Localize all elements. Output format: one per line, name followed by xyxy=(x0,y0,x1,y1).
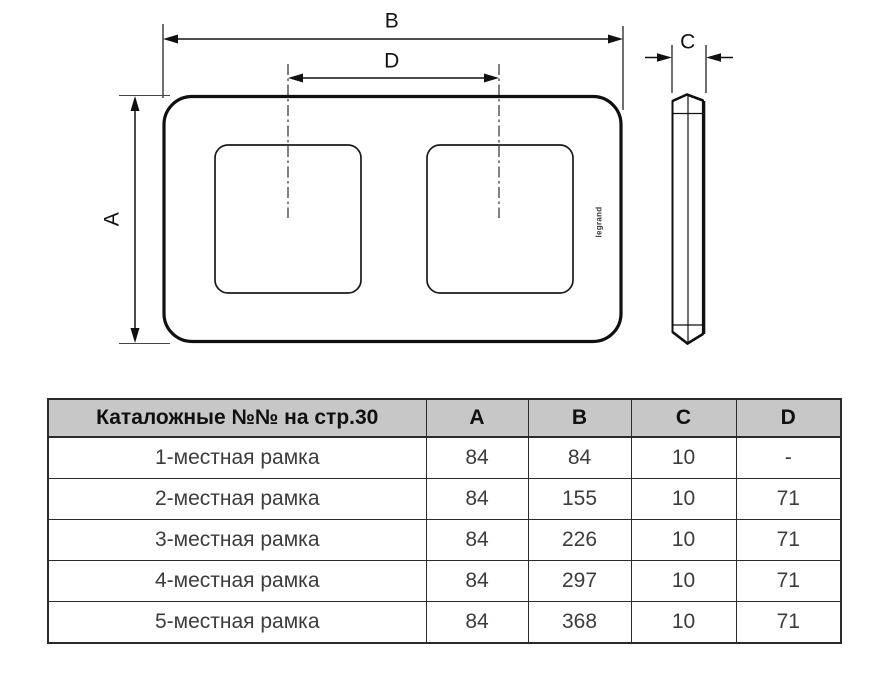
side-profile-view xyxy=(673,95,704,344)
dim-a-cell: 84 xyxy=(426,520,528,561)
dim-a-cell: 84 xyxy=(426,561,528,602)
dim-d-cell: 71 xyxy=(736,602,841,644)
dim-b-cell: 155 xyxy=(528,479,631,520)
row-name-cell: 3-местная рамка xyxy=(48,520,426,561)
dim-label-c: C xyxy=(680,30,696,54)
dim-a-cell: 84 xyxy=(426,602,528,644)
dim-c-cell: 10 xyxy=(631,437,736,479)
table-header-row xyxy=(48,399,841,437)
dim-d-cell: 71 xyxy=(736,561,841,602)
dimension-a xyxy=(119,96,170,344)
header-col-c: C xyxy=(631,399,736,437)
dim-b-cell: 297 xyxy=(528,561,631,602)
dim-a-cell: 84 xyxy=(426,437,528,479)
dim-c-cell: 10 xyxy=(631,520,736,561)
table-row xyxy=(48,520,841,561)
dim-d-cell: 71 xyxy=(736,520,841,561)
dimension-d xyxy=(288,74,499,83)
dim-a-cell: 84 xyxy=(426,479,528,520)
table-row xyxy=(48,437,841,479)
row-name-cell: 2-местная рамка xyxy=(48,479,426,520)
table-row xyxy=(48,479,841,520)
header-col-d: D xyxy=(736,399,841,437)
dim-label-a: A xyxy=(100,211,124,227)
row-name-cell: 4-местная рамка xyxy=(48,561,426,602)
dim-label-d: D xyxy=(384,49,400,73)
row-name-cell: 1-местная рамка xyxy=(48,437,426,479)
dim-c-cell: 10 xyxy=(631,561,736,602)
frame-opening-right xyxy=(427,145,573,293)
dim-b-cell: 368 xyxy=(528,602,631,644)
dim-b-cell: 226 xyxy=(528,520,631,561)
table-row xyxy=(48,602,841,644)
header-col-b: B xyxy=(528,399,631,437)
dim-d-cell: 71 xyxy=(736,479,841,520)
dim-b-cell: 84 xyxy=(528,437,631,479)
header-col-a: A xyxy=(426,399,528,437)
dim-label-b: B xyxy=(384,9,400,33)
header-catalog-label: Каталожные №№ на стр.30 xyxy=(48,399,426,437)
dim-c-cell: 10 xyxy=(631,602,736,644)
table-row xyxy=(48,561,841,602)
brand-logo-text: legrand xyxy=(594,206,604,238)
dim-c-cell: 10 xyxy=(631,479,736,520)
dimensions-table xyxy=(47,398,842,644)
row-name-cell: 5-местная рамка xyxy=(48,602,426,644)
dim-d-cell: - xyxy=(736,437,841,479)
front-view-frame xyxy=(164,64,621,342)
